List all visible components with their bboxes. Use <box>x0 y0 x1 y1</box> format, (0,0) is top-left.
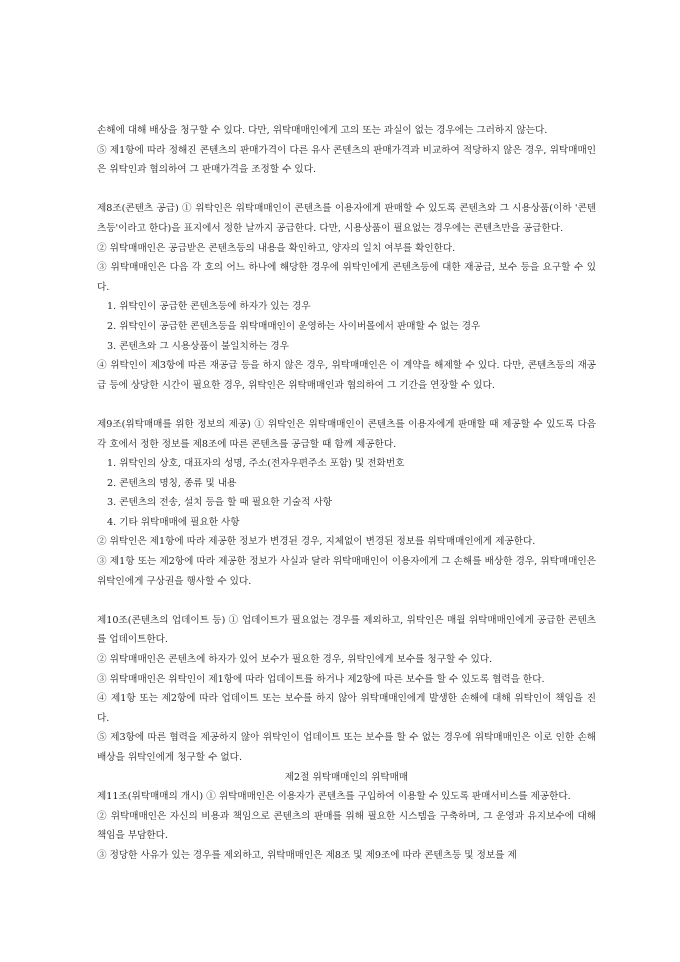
list-item: 1. 위탁인이 공급한 콘텐츠등에 하자가 있는 경우 <box>107 301 311 313</box>
clause-paragraph: ③ 정당한 사유가 있는 경우를 제외하고, 위탁매매인은 제8조 및 제9조에 따라 콘텐츠등 및 정보를 제 <box>97 849 517 861</box>
list-item: 3. 콘텐츠와 그 시용상품이 불일치하는 경우 <box>107 340 289 352</box>
clause-paragraph: 손해에 대해 배상을 청구할 수 있다. 다만, 위탁매매인에게 고의 또는 과실이 없는 경우에는 그러하지 않는다. <box>97 125 548 136</box>
list-item: 2. 콘텐츠의 명칭, 종류 및 내용 <box>107 477 237 489</box>
list-item: 3. 콘텐츠의 전송, 설치 등을 할 때 필요한 기술적 사항 <box>107 497 332 509</box>
list-item: 4. 기타 위탁매매에 필요한 사항 <box>107 516 240 528</box>
list-item: 1. 위탁인의 상호, 대표자의 성명, 주소(전자우편주소 포함) 및 전화번호 <box>107 458 405 470</box>
clause-paragraph: ④ 위탁인이 제3항에 따른 재공급 등을 하지 않은 경우, 위탁매매인은 이 계약을 해제할 수 있다. 다만, 콘텐츠등의 재공급 등에 상당한 시간이 필요한 경우, 위탁인은 위탁매매인과 협의하여 그 기간을 연장할 수 있다. <box>97 360 596 391</box>
paragraph-spacer <box>97 180 596 200</box>
clause-paragraph: ③ 위탁매매인은 다음 각 호의 어느 하나에 해당한 경우에 위탁인에게 콘텐츠등에 대한 재공급, 보수 등을 요구할 수 있다. <box>97 262 596 293</box>
clause-paragraph: ② 위탁인은 제1항에 따라 제공한 정보가 변경된 경우, 지체없이 변경된 정보를 위탁매매인에게 제공한다. <box>97 536 536 548</box>
section-heading: 제2절 위탁매매인의 위탁매매 <box>284 771 409 783</box>
clause-paragraph: 제8조(콘텐츠 공급) ① 위탁인은 위탁매매인이 콘텐츠를 이용자에게 판매할 수 있도록 콘텐츠와 그 시용상품(이하 '콘텐츠등'이라고 한다)을 표지에서 정한 날까지 공급한다. 다만, 시용상품이 필요없는 경우에는 콘텐츠만을 공급한다. <box>97 203 596 234</box>
clause-paragraph: ④ 제1항 또는 제2항에 따라 업데이트 또는 보수를 하지 않아 위탁매매인에게 발생한 손해에 대해 위탁인이 책임을 진다. <box>97 693 596 724</box>
clause-paragraph: 제10조(콘텐츠의 업데이트 등) ① 업데이트가 필요없는 경우를 제외하고, 위탁인은 매월 위탁매매인에게 공급한 콘텐츠를 업데이트한다. <box>97 614 596 646</box>
clause-paragraph: 제11조(위탁매매의 개시) ① 위탁매매인은 이용자가 콘텐츠를 구입하여 이용할 수 있도록 판매서비스를 제공한다. <box>97 791 571 803</box>
clause-paragraph: ② 위탁매매인은 자신의 비용과 책임으로 콘텐츠의 판매를 위해 필요한 시스템을 구축하며, 그 운영과 유지보수에 대해 책임을 부담한다. <box>97 810 596 842</box>
paragraph-spacer <box>97 395 596 415</box>
document-body <box>97 121 596 866</box>
clause-paragraph: ⑤ 제1항에 따라 정해진 콘텐츠의 판매가격이 다른 유사 콘텐츠의 판매가격과 비교하여 적당하지 않은 경우, 위탁매매인은 위탁인과 협의하여 그 판매가격을 조정할 수 있다. <box>97 144 596 176</box>
clause-paragraph: ③ 제1항 또는 제2항에 따라 제공한 정보가 사실과 달라 위탁매매인이 이용자에게 그 손해를 배상한 경우, 위탁매매인은 위탁인에게 구상권을 행사할 수 있다. <box>97 556 596 587</box>
list-item: 2. 위탁인이 공급한 콘텐츠등을 위탁매매인이 운영하는 사이버몰에서 판매할 수 없는 경우 <box>107 320 481 332</box>
clause-paragraph: ⑤ 제3항에 따른 협력을 제공하지 않아 위탁인이 업데이트 또는 보수를 할 수 없는 경우에 위탁매매인은 이로 인한 손해배상을 위탁인에게 청구할 수 없다. <box>97 732 596 763</box>
clause-paragraph: 제9조(위탁매매를 위한 정보의 제공) ① 위탁인은 위탁매매인이 콘텐츠를 이용자에게 판매할 때 제공할 수 있도록 다음 각 호에서 정한 정보를 제8조에 따른 콘텐츠를 공급할 때 함께 제공한다. <box>97 418 596 450</box>
clause-paragraph: ② 위탁매매인은 공급받은 콘텐츠등의 내용을 확인하고, 양자의 일치 여부를 확인한다. <box>97 242 456 254</box>
paragraph-spacer <box>97 591 596 611</box>
clause-paragraph: ③ 위탁매매인은 위탁인이 제1항에 따라 업데이트를 하거나 제2항에 따른 보수를 할 수 있도록 협력을 한다. <box>97 673 545 685</box>
clause-paragraph: ② 위탁매매인은 콘텐츠에 하자가 있어 보수가 필요한 경우, 위탁인에게 보수를 청구할 수 있다. <box>97 654 493 666</box>
